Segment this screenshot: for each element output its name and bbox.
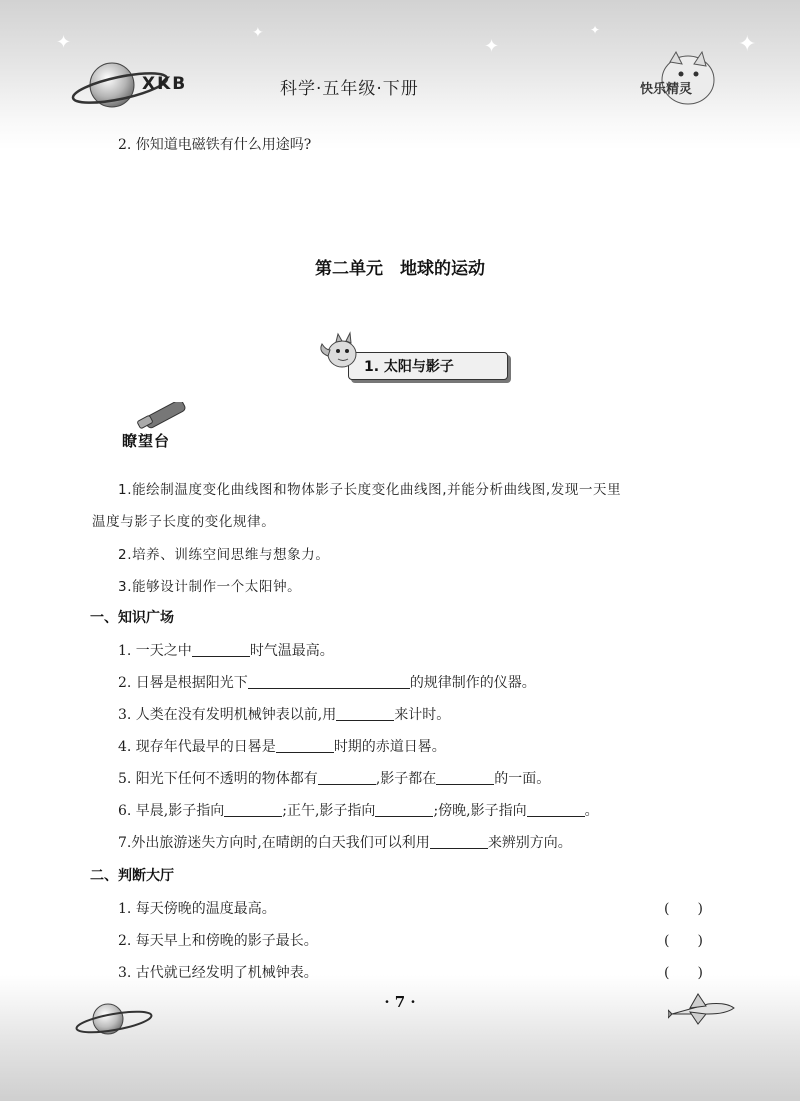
- fill-question: [118, 768, 550, 788]
- answer-parens[interactable]: ( ): [664, 901, 703, 917]
- objective-line: 1.能绘制温度变化曲线图和物体影子长度变化曲线图,并能分析曲线图,发现一天里: [118, 482, 622, 498]
- question-text: 来计时。: [394, 707, 451, 723]
- section-title: 二、判断大厅: [90, 868, 174, 884]
- unit-title: 第二单元 地球的运动: [315, 259, 485, 279]
- question-text: 3. 人类在没有发明机械钟表以前,用: [118, 707, 337, 723]
- section-title: 一、知识广场: [90, 610, 174, 626]
- fill-question: [118, 704, 450, 724]
- question-text: 2. 日晷是根据阳光下: [118, 675, 248, 691]
- sparkle-icon: ✦: [590, 23, 601, 37]
- question-text: 7.外出旅游迷失方向时,在晴朗的白天我们可以利用: [118, 835, 430, 851]
- answer-blank[interactable]: [318, 770, 376, 785]
- space-shuttle-icon: [668, 990, 738, 1026]
- lesson-title: 1. 太阳与影子: [364, 359, 454, 375]
- question-text: ,影子都在: [375, 771, 437, 787]
- fill-question: [118, 832, 572, 852]
- objective-line: 温度与影子长度的变化规律。: [92, 514, 276, 530]
- sparkle-icon: ✦: [484, 36, 500, 57]
- answer-blank[interactable]: [192, 642, 250, 657]
- answer-parens[interactable]: ( ): [664, 965, 703, 981]
- question-text: 4. 现存年代最早的日晷是: [118, 739, 276, 755]
- answer-blank[interactable]: [276, 738, 334, 753]
- question-text: 时气温最高。: [249, 643, 334, 659]
- objective-line: 3.能够设计制作一个太阳钟。: [118, 579, 302, 595]
- answer-blank[interactable]: [436, 770, 494, 785]
- question-text: 6. 早晨,影子指向: [118, 803, 225, 819]
- brand-mark: XKB: [142, 74, 188, 94]
- answer-blank[interactable]: [336, 706, 394, 721]
- fill-question: [118, 672, 536, 692]
- sparkle-icon: ✦: [252, 25, 264, 41]
- question-text: 的一面。: [494, 771, 551, 787]
- book-title: 科学·五年级·下册: [280, 79, 419, 99]
- question-text: 的规律制作的仪器。: [409, 675, 536, 691]
- judge-question: 3. 古代就已经发明了机械钟表。: [118, 965, 318, 981]
- answer-blank[interactable]: [375, 802, 433, 817]
- fill-question: [118, 640, 334, 660]
- planet-icon: [70, 995, 160, 1045]
- logo-text: 快乐精灵: [640, 82, 693, 97]
- answer-blank[interactable]: [430, 834, 488, 849]
- answer-blank[interactable]: [527, 802, 585, 817]
- question-text: 来辨别方向。: [487, 835, 572, 851]
- answer-blank[interactable]: [248, 674, 410, 689]
- dragon-mascot-icon: [316, 326, 364, 374]
- judge-question: 1. 每天傍晚的温度最高。: [118, 901, 276, 917]
- fill-question: [118, 800, 599, 820]
- objective-line: 2.培养、训练空间思维与想象力。: [118, 547, 330, 563]
- sparkle-icon: ✦: [738, 32, 757, 57]
- question-text: 5. 阳光下任何不透明的物体都有: [118, 771, 318, 787]
- question-text: 1. 一天之中: [118, 643, 192, 659]
- page-number: · 7 ·: [384, 993, 416, 1011]
- previous-question: 2. 你知道电磁铁有什么用途吗?: [118, 137, 312, 153]
- question-text: 。: [584, 803, 599, 819]
- sparkle-icon: ✦: [56, 32, 72, 53]
- question-text: ;正午,影子指向: [282, 803, 376, 819]
- fill-question: [118, 736, 446, 756]
- answer-blank[interactable]: [224, 802, 282, 817]
- lookout-label: 瞭望台: [122, 432, 171, 450]
- judge-question: 2. 每天早上和傍晚的影子最长。: [118, 933, 318, 949]
- question-text: 时期的赤道日晷。: [333, 739, 446, 755]
- answer-parens[interactable]: ( ): [664, 933, 703, 949]
- question-text: ;傍晚,影子指向: [433, 803, 527, 819]
